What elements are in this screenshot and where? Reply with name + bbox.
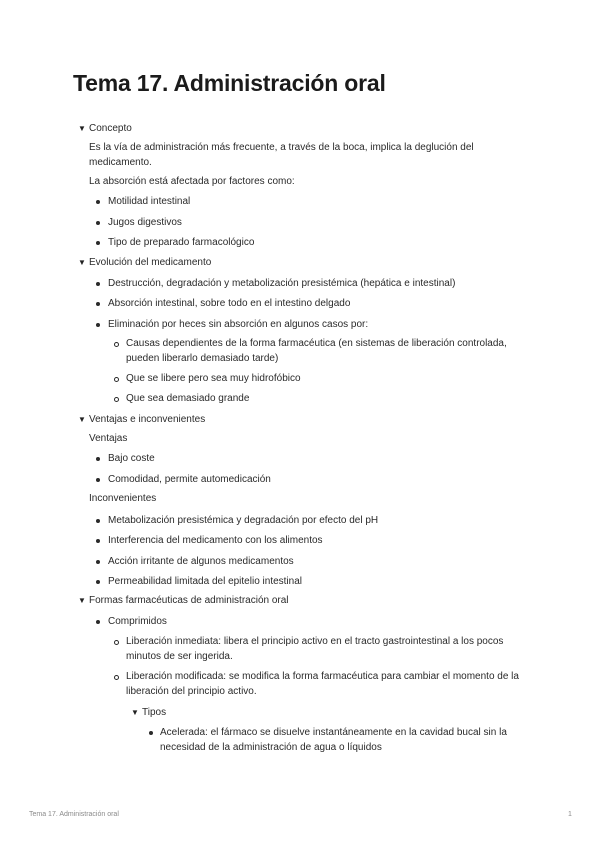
subheading: Ventajas — [89, 433, 128, 444]
list-item: Comodidad, permite automedicación — [108, 474, 271, 485]
bullet-icon — [96, 221, 100, 225]
list-item: Jugos digestivos — [108, 217, 182, 228]
page-title: Tema 17. Administración oral — [73, 70, 386, 96]
bullet-icon — [149, 731, 153, 735]
footer-title: Tema 17. Administración oral — [29, 811, 119, 818]
toggle-concepto[interactable]: Concepto — [89, 123, 132, 134]
list-item: Tipo de preparado farmacológico — [108, 237, 255, 248]
page-number: 1 — [568, 811, 572, 818]
list-item: Destrucción, degradación y metabolización presistémica (hepática e intestinal) — [108, 278, 456, 289]
bullet-icon — [96, 302, 100, 306]
toggle-ventajas[interactable]: Ventajas e inconvenientes — [89, 414, 206, 425]
sub-bullet-icon — [114, 675, 119, 680]
list-item: Acción irritante de algunos medicamentos — [108, 556, 294, 567]
list-item: Eliminación por heces sin absorción en algunos casos por: — [108, 319, 369, 330]
sub-list-item: Liberación modificada: se modifica la forma farmacéutica para cambiar el momento de la liberación del principio activo. — [126, 671, 519, 697]
bullet-icon — [96, 560, 100, 564]
sub-bullet-icon — [114, 640, 119, 645]
bullet-icon — [96, 519, 100, 523]
sub-list-item: Causas dependientes de la forma farmacéutica (en sistemas de liberación controlada, pueden liberarlo demasiado tarde) — [126, 338, 507, 364]
bullet-icon — [96, 478, 100, 482]
sub-list-item: Liberación inmediata: libera el principio activo en el tracto gastrointestinal a los pocos minutos de ser ingerida. — [126, 636, 504, 662]
toggle-triangle-icon[interactable]: ▼ — [78, 596, 86, 605]
toggle-triangle-icon[interactable]: ▼ — [131, 708, 139, 717]
bullet-icon — [96, 323, 100, 327]
toggle-triangle-icon[interactable]: ▼ — [78, 124, 86, 133]
list-item: Motilidad intestinal — [108, 196, 191, 207]
list-item: Permeabilidad limitada del epitelio intestinal — [108, 576, 302, 587]
bullet-icon — [96, 282, 100, 286]
toggle-formas[interactable]: Formas farmacéuticas de administración oral — [89, 595, 289, 606]
list-item: Comprimidos — [108, 616, 167, 627]
list-item: Metabolización presistémica y degradación por efecto del pH — [108, 515, 379, 526]
toggle-triangle-icon[interactable]: ▼ — [78, 258, 86, 267]
list-item: Bajo coste — [108, 453, 155, 464]
list-item: Absorción intestinal, sobre todo en el intestino delgado — [108, 298, 351, 309]
paragraph: La absorción está afectada por factores como: — [89, 176, 295, 187]
toggle-triangle-icon[interactable]: ▼ — [78, 415, 86, 424]
subheading: Inconvenientes — [89, 493, 157, 504]
bullet-icon — [96, 580, 100, 584]
sub-bullet-icon — [114, 397, 119, 402]
toggle-evolucion[interactable]: Evolución del medicamento — [89, 257, 212, 268]
sub-bullet-icon — [114, 342, 119, 347]
bullet-icon — [96, 200, 100, 204]
list-item: Acelerada: el fármaco se disuelve instantáneamente en la cavidad bucal sin la necesidad de la administración de agua o líquidos — [160, 727, 507, 753]
bullet-icon — [96, 620, 100, 624]
sub-bullet-icon — [114, 377, 119, 382]
toggle-tipos[interactable]: Tipos — [142, 707, 167, 718]
bullet-icon — [96, 457, 100, 461]
bullet-icon — [96, 241, 100, 245]
bullet-icon — [96, 539, 100, 543]
paragraph: Es la vía de administración más frecuente, a través de la boca, implica la deglución del medicamento. — [89, 142, 474, 168]
list-item: Interferencia del medicamento con los alimentos — [108, 535, 323, 546]
sub-list-item: Que se libere pero sea muy hidrofóbico — [126, 373, 301, 384]
sub-list-item: Que sea demasiado grande — [126, 393, 250, 404]
